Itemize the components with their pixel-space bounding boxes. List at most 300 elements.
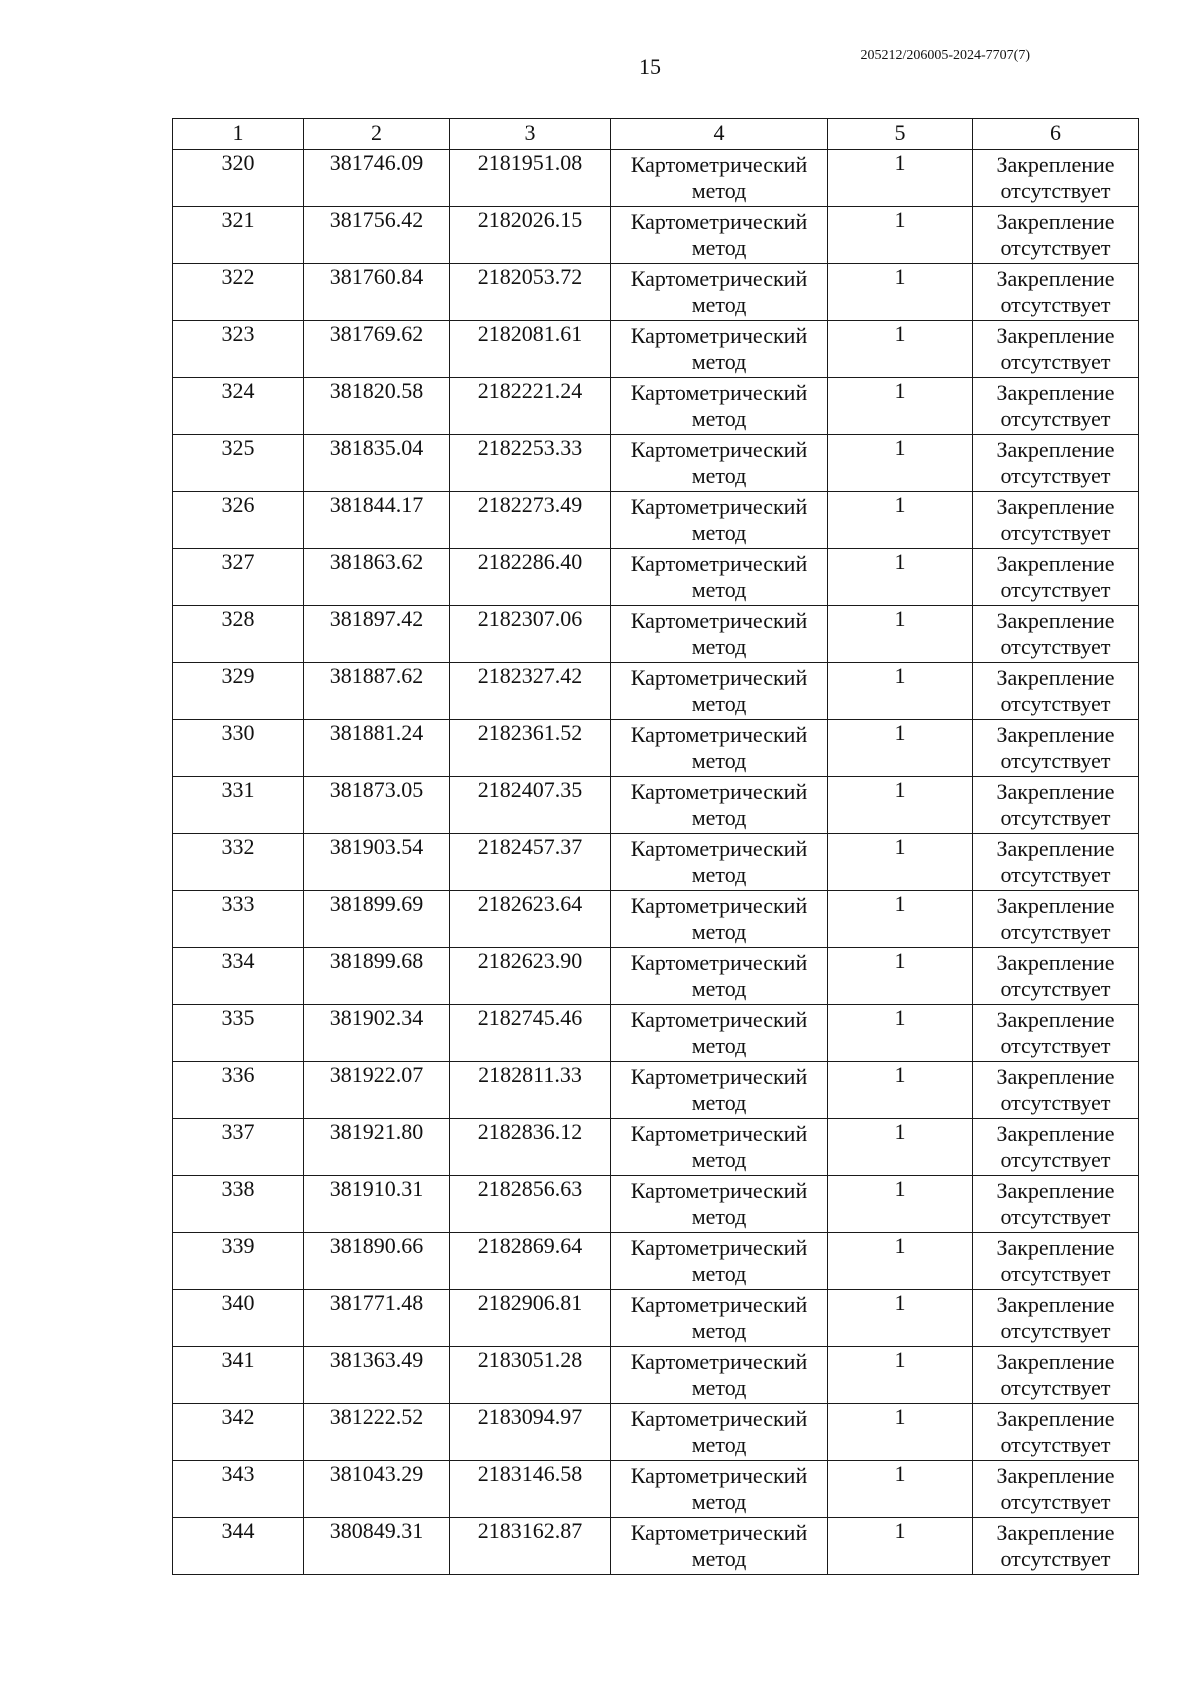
- method-cell: [611, 606, 828, 663]
- coordinate-y-cell: [450, 1233, 611, 1290]
- method-line-1: Картометрический: [630, 1178, 808, 1203]
- count-cell-value: 1: [894, 777, 906, 802]
- table-body: [173, 150, 1139, 1575]
- count-cell-value: 1: [894, 1518, 906, 1543]
- count-cell-value: 1: [894, 549, 906, 574]
- point-number-cell-value: 334: [221, 948, 255, 973]
- count-cell-value: 1: [894, 720, 906, 745]
- fixation-line-2: отсутствует: [1000, 1546, 1111, 1571]
- coordinate-x-cell: [304, 777, 450, 834]
- method-cell: [611, 264, 828, 321]
- coordinate-x-cell-value: 381899.68: [329, 948, 424, 973]
- coordinate-y-cell-value: 2182081.61: [477, 321, 583, 346]
- coordinate-y-cell-value: 2181951.08: [477, 150, 583, 175]
- fixation-line-1: Закрепление: [996, 437, 1115, 462]
- method-line-1: Картометрический: [630, 836, 808, 861]
- method-cell: [611, 1461, 828, 1518]
- method-line-2: метод: [691, 1090, 747, 1115]
- table-row: [173, 264, 1139, 321]
- table-row: [173, 606, 1139, 663]
- coordinate-x-cell-value: 381910.31: [329, 1176, 424, 1201]
- table-row: [173, 378, 1139, 435]
- coordinate-x-cell: [304, 1461, 450, 1518]
- count-cell-value: 1: [894, 207, 906, 232]
- method-cell: [611, 720, 828, 777]
- fixation-cell: [973, 1005, 1139, 1062]
- point-number-cell-value: 344: [221, 1518, 255, 1543]
- count-cell: [828, 948, 973, 1005]
- method-cell: [611, 1119, 828, 1176]
- coordinate-y-cell: [450, 720, 611, 777]
- count-cell: [828, 720, 973, 777]
- method-line-2: метод: [691, 805, 747, 830]
- coordinate-x-cell: [304, 1404, 450, 1461]
- point-number-cell: [173, 777, 304, 834]
- coordinate-y-cell-value: 2182307.06: [477, 606, 583, 631]
- coordinate-y-cell-value: 2182457.37: [477, 834, 583, 859]
- table-row: [173, 891, 1139, 948]
- method-line-1: Картометрический: [630, 1235, 808, 1260]
- fixation-cell: [973, 777, 1139, 834]
- column-header-5: 5: [828, 119, 973, 150]
- coordinate-y-cell-value: 2182286.40: [477, 549, 583, 574]
- coordinate-y-cell-value: 2182906.81: [477, 1290, 583, 1315]
- method-line-1: Картометрический: [630, 608, 808, 633]
- fixation-line-1: Закрепление: [996, 665, 1115, 690]
- table-row: [173, 321, 1139, 378]
- count-cell-value: 1: [894, 1461, 906, 1486]
- coordinate-y-cell-value: 2182053.72: [477, 264, 583, 289]
- point-number-cell: [173, 663, 304, 720]
- method-line-2: метод: [691, 1375, 747, 1400]
- method-line-1: Картометрический: [630, 1520, 808, 1545]
- coordinate-y-cell-value: 2182253.33: [477, 435, 583, 460]
- method-line-1: Картометрический: [630, 209, 808, 234]
- method-line-2: метод: [691, 748, 747, 773]
- coordinate-y-cell-value: 2182361.52: [477, 720, 583, 745]
- coordinate-y-cell: [450, 891, 611, 948]
- table-row: [173, 207, 1139, 264]
- point-number-cell: [173, 1062, 304, 1119]
- point-number-cell-value: 323: [221, 321, 255, 346]
- count-cell-value: 1: [894, 1176, 906, 1201]
- method-line-2: метод: [691, 1432, 747, 1457]
- coordinate-x-cell: [304, 321, 450, 378]
- coordinate-y-cell: [450, 1518, 611, 1575]
- coordinate-x-cell-value: 381863.62: [329, 549, 424, 574]
- method-line-2: метод: [691, 178, 747, 203]
- coordinate-x-cell: [304, 435, 450, 492]
- point-number-cell-value: 322: [221, 264, 255, 289]
- method-line-1: Картометрический: [630, 1406, 808, 1431]
- count-cell-value: 1: [894, 834, 906, 859]
- count-cell: [828, 492, 973, 549]
- method-line-2: метод: [691, 691, 747, 716]
- fixation-line-2: отсутствует: [1000, 406, 1111, 431]
- method-cell: [611, 492, 828, 549]
- fixation-line-1: Закрепление: [996, 608, 1115, 633]
- method-line-2: метод: [691, 1261, 747, 1286]
- point-number-cell: [173, 207, 304, 264]
- coordinate-y-cell-value: 2183094.97: [477, 1404, 583, 1429]
- point-number-cell-value: 342: [221, 1404, 255, 1429]
- coordinate-y-cell: [450, 321, 611, 378]
- coordinate-x-cell-value: 381835.04: [329, 435, 424, 460]
- count-cell-value: 1: [894, 150, 906, 175]
- method-cell: [611, 1518, 828, 1575]
- coordinate-x-cell-value: 381222.52: [329, 1404, 424, 1429]
- point-number-cell: [173, 720, 304, 777]
- coordinate-y-cell: [450, 435, 611, 492]
- point-number-cell-value: 331: [221, 777, 255, 802]
- coordinate-x-cell: [304, 1347, 450, 1404]
- coordinate-y-cell: [450, 1290, 611, 1347]
- method-line-2: метод: [691, 976, 747, 1001]
- point-number-cell: [173, 1119, 304, 1176]
- coordinate-x-cell: [304, 264, 450, 321]
- coordinate-y-cell-value: 2182026.15: [477, 207, 583, 232]
- fixation-line-1: Закрепление: [996, 1235, 1115, 1260]
- method-cell: [611, 1005, 828, 1062]
- coordinate-x-cell: [304, 1290, 450, 1347]
- point-number-cell: [173, 1005, 304, 1062]
- coordinate-x-cell-value: 381873.05: [329, 777, 424, 802]
- fixation-line-1: Закрепление: [996, 1121, 1115, 1146]
- point-number-cell: [173, 264, 304, 321]
- count-cell-value: 1: [894, 435, 906, 460]
- fixation-line-1: Закрепление: [996, 893, 1115, 918]
- fixation-line-2: отсутствует: [1000, 1261, 1111, 1286]
- coordinate-x-cell-value: 381756.42: [329, 207, 424, 232]
- coordinate-x-cell: [304, 1518, 450, 1575]
- count-cell: [828, 1005, 973, 1062]
- count-cell: [828, 264, 973, 321]
- method-line-2: метод: [691, 1033, 747, 1058]
- fixation-line-2: отсутствует: [1000, 178, 1111, 203]
- fixation-line-1: Закрепление: [996, 551, 1115, 576]
- method-line-2: метод: [691, 1204, 747, 1229]
- coordinate-x-cell: [304, 1062, 450, 1119]
- point-number-cell-value: 339: [221, 1233, 255, 1258]
- count-cell-value: 1: [894, 1119, 906, 1144]
- count-cell: [828, 1062, 973, 1119]
- table-header: [173, 119, 1139, 150]
- coordinate-y-cell-value: 2183051.28: [477, 1347, 583, 1372]
- method-cell: [611, 948, 828, 1005]
- count-cell: [828, 435, 973, 492]
- table-row: [173, 1404, 1139, 1461]
- fixation-line-2: отсутствует: [1000, 805, 1111, 830]
- fixation-cell: [973, 150, 1139, 207]
- point-number-cell: [173, 948, 304, 1005]
- coordinate-y-cell-value: 2182856.63: [477, 1176, 583, 1201]
- fixation-cell: [973, 720, 1139, 777]
- fixation-line-2: отсутствует: [1000, 292, 1111, 317]
- fixation-line-1: Закрепление: [996, 1178, 1115, 1203]
- column-header-2: 2: [304, 119, 450, 150]
- count-cell: [828, 1290, 973, 1347]
- coordinate-y-cell-value: 2182407.35: [477, 777, 583, 802]
- table-row: [173, 1347, 1139, 1404]
- table-row: [173, 1062, 1139, 1119]
- point-number-cell: [173, 549, 304, 606]
- count-cell: [828, 1233, 973, 1290]
- fixation-line-1: Закрепление: [996, 779, 1115, 804]
- coordinate-x-cell-value: 381760.84: [329, 264, 424, 289]
- fixation-cell: [973, 435, 1139, 492]
- coordinate-x-cell: [304, 1176, 450, 1233]
- coordinate-y-cell: [450, 606, 611, 663]
- method-line-2: метод: [691, 1318, 747, 1343]
- method-line-1: Картометрический: [630, 1007, 808, 1032]
- coordinate-x-cell-value: 381844.17: [329, 492, 424, 517]
- table-row: [173, 1005, 1139, 1062]
- method-cell: [611, 435, 828, 492]
- fixation-line-2: отсутствует: [1000, 577, 1111, 602]
- point-number-cell-value: 335: [221, 1005, 255, 1030]
- method-line-2: метод: [691, 577, 747, 602]
- fixation-line-2: отсутствует: [1000, 1033, 1111, 1058]
- fixation-cell: [973, 549, 1139, 606]
- method-line-2: метод: [691, 919, 747, 944]
- method-cell: [611, 777, 828, 834]
- fixation-line-1: Закрепление: [996, 209, 1115, 234]
- fixation-cell: [973, 948, 1139, 1005]
- table-row: [173, 549, 1139, 606]
- column-header-6: 6: [973, 119, 1139, 150]
- point-number-cell-value: 324: [221, 378, 255, 403]
- coordinate-x-cell-value: 381771.48: [329, 1290, 424, 1315]
- fixation-line-2: отсутствует: [1000, 235, 1111, 260]
- column-header-3: 3: [450, 119, 611, 150]
- coordinate-x-cell-value: 381887.62: [329, 663, 424, 688]
- table-row: [173, 1461, 1139, 1518]
- coordinate-y-cell-value: 2182745.46: [477, 1005, 583, 1030]
- coordinate-y-cell: [450, 378, 611, 435]
- coordinate-x-cell-value: 381363.49: [329, 1347, 424, 1372]
- fixation-line-2: отсутствует: [1000, 748, 1111, 773]
- method-line-2: метод: [691, 406, 747, 431]
- fixation-line-2: отсутствует: [1000, 919, 1111, 944]
- coordinate-x-cell: [304, 663, 450, 720]
- coordinate-x-cell: [304, 834, 450, 891]
- method-line-2: метод: [691, 634, 747, 659]
- fixation-cell: [973, 1176, 1139, 1233]
- point-number-cell-value: 337: [221, 1119, 255, 1144]
- point-number-cell-value: 332: [221, 834, 255, 859]
- method-line-2: метод: [691, 463, 747, 488]
- table-row: [173, 777, 1139, 834]
- method-line-1: Картометрический: [630, 893, 808, 918]
- method-cell: [611, 1233, 828, 1290]
- method-cell: [611, 1347, 828, 1404]
- fixation-line-2: отсутствует: [1000, 976, 1111, 1001]
- count-cell: [828, 663, 973, 720]
- point-number-cell: [173, 1290, 304, 1347]
- table-row: [173, 663, 1139, 720]
- coordinate-x-cell: [304, 150, 450, 207]
- coordinates-table-container: [172, 118, 1132, 1575]
- method-line-2: метод: [691, 862, 747, 887]
- coordinate-y-cell: [450, 1176, 611, 1233]
- method-cell: [611, 834, 828, 891]
- count-cell: [828, 378, 973, 435]
- count-cell-value: 1: [894, 663, 906, 688]
- coordinate-x-cell: [304, 549, 450, 606]
- fixation-line-1: Закрепление: [996, 1463, 1115, 1488]
- method-line-2: метод: [691, 1147, 747, 1172]
- fixation-line-1: Закрепление: [996, 836, 1115, 861]
- fixation-cell: [973, 1062, 1139, 1119]
- coordinate-y-cell: [450, 777, 611, 834]
- fixation-line-2: отсутствует: [1000, 1318, 1111, 1343]
- point-number-cell-value: 325: [221, 435, 255, 460]
- method-cell: [611, 378, 828, 435]
- method-line-1: Картометрический: [630, 779, 808, 804]
- method-line-1: Картометрический: [630, 1349, 808, 1374]
- point-number-cell-value: 338: [221, 1176, 255, 1201]
- fixation-line-1: Закрепление: [996, 266, 1115, 291]
- coordinate-y-cell-value: 2182869.64: [477, 1233, 583, 1258]
- point-number-cell-value: 321: [221, 207, 255, 232]
- column-header-4: 4: [611, 119, 828, 150]
- point-number-cell: [173, 1176, 304, 1233]
- fixation-cell: [973, 264, 1139, 321]
- coordinate-y-cell-value: 2183162.87: [477, 1518, 583, 1543]
- fixation-line-2: отсутствует: [1000, 634, 1111, 659]
- coordinate-x-cell-value: 381890.66: [329, 1233, 424, 1258]
- point-number-cell-value: 330: [221, 720, 255, 745]
- point-number-cell-value: 340: [221, 1290, 255, 1315]
- coordinate-x-cell: [304, 606, 450, 663]
- coordinate-y-cell: [450, 549, 611, 606]
- coordinate-y-cell: [450, 1347, 611, 1404]
- method-line-2: метод: [691, 1489, 747, 1514]
- coordinate-x-cell: [304, 378, 450, 435]
- method-cell: [611, 321, 828, 378]
- coordinate-x-cell: [304, 492, 450, 549]
- coordinate-x-cell-value: 381922.07: [329, 1062, 424, 1087]
- point-number-cell: [173, 492, 304, 549]
- coordinate-y-cell-value: 2183146.58: [477, 1461, 583, 1486]
- method-line-2: метод: [691, 1546, 747, 1571]
- fixation-cell: [973, 207, 1139, 264]
- point-number-cell: [173, 1461, 304, 1518]
- coordinate-y-cell: [450, 150, 611, 207]
- table-row: [173, 1290, 1139, 1347]
- fixation-line-2: отсутствует: [1000, 1432, 1111, 1457]
- point-number-cell: [173, 1518, 304, 1575]
- table-row: [173, 150, 1139, 207]
- coordinate-x-cell-value: 381921.80: [329, 1119, 424, 1144]
- fixation-line-1: Закрепление: [996, 152, 1115, 177]
- fixation-cell: [973, 891, 1139, 948]
- count-cell-value: 1: [894, 606, 906, 631]
- coordinate-y-cell-value: 2182836.12: [477, 1119, 583, 1144]
- method-cell: [611, 1062, 828, 1119]
- count-cell: [828, 1119, 973, 1176]
- method-line-2: метод: [691, 292, 747, 317]
- fixation-line-1: Закрепление: [996, 1349, 1115, 1374]
- coordinate-y-cell: [450, 1119, 611, 1176]
- point-number-cell-value: 336: [221, 1062, 255, 1087]
- count-cell: [828, 606, 973, 663]
- table-row: [173, 492, 1139, 549]
- fixation-line-1: Закрепление: [996, 950, 1115, 975]
- coordinate-y-cell: [450, 1062, 611, 1119]
- fixation-cell: [973, 1461, 1139, 1518]
- table-row: [173, 834, 1139, 891]
- fixation-line-1: Закрепление: [996, 380, 1115, 405]
- count-cell-value: 1: [894, 264, 906, 289]
- count-cell-value: 1: [894, 891, 906, 916]
- method-line-2: метод: [691, 520, 747, 545]
- coordinate-x-cell-value: 381899.69: [329, 891, 424, 916]
- point-number-cell-value: 341: [221, 1347, 255, 1372]
- method-cell: [611, 549, 828, 606]
- method-line-1: Картометрический: [630, 266, 808, 291]
- method-line-2: метод: [691, 235, 747, 260]
- count-cell: [828, 207, 973, 264]
- point-number-cell-value: 333: [221, 891, 255, 916]
- fixation-cell: [973, 1119, 1139, 1176]
- count-cell: [828, 150, 973, 207]
- count-cell-value: 1: [894, 321, 906, 346]
- method-cell: [611, 1404, 828, 1461]
- coordinate-y-cell-value: 2182221.24: [477, 378, 583, 403]
- fixation-line-1: Закрепление: [996, 722, 1115, 747]
- fixation-cell: [973, 1518, 1139, 1575]
- fixation-cell: [973, 1347, 1139, 1404]
- count-cell: [828, 549, 973, 606]
- coordinate-y-cell: [450, 207, 611, 264]
- coordinate-x-cell: [304, 1119, 450, 1176]
- fixation-line-2: отсутствует: [1000, 1375, 1111, 1400]
- count-cell: [828, 1518, 973, 1575]
- coordinate-x-cell-value: 381897.42: [329, 606, 424, 631]
- coordinate-x-cell-value: 381902.34: [329, 1005, 424, 1030]
- point-number-cell: [173, 1404, 304, 1461]
- fixation-line-1: Закрепление: [996, 1520, 1115, 1545]
- fixation-cell: [973, 663, 1139, 720]
- coordinate-x-cell-value: 381043.29: [329, 1461, 424, 1486]
- count-cell: [828, 1176, 973, 1233]
- fixation-cell: [973, 321, 1139, 378]
- coordinate-x-cell-value: 381769.62: [329, 321, 424, 346]
- coordinate-x-cell: [304, 1233, 450, 1290]
- method-line-1: Картометрический: [630, 950, 808, 975]
- fixation-cell: [973, 606, 1139, 663]
- count-cell: [828, 1404, 973, 1461]
- count-cell-value: 1: [894, 1233, 906, 1258]
- fixation-line-1: Закрепление: [996, 494, 1115, 519]
- method-line-1: Картометрический: [630, 1064, 808, 1089]
- count-cell-value: 1: [894, 1404, 906, 1429]
- coordinate-x-cell: [304, 1005, 450, 1062]
- count-cell-value: 1: [894, 948, 906, 973]
- method-line-1: Картометрический: [630, 1121, 808, 1146]
- fixation-line-2: отсутствует: [1000, 349, 1111, 374]
- coordinate-x-cell: [304, 948, 450, 1005]
- coordinate-y-cell: [450, 1005, 611, 1062]
- point-number-cell: [173, 435, 304, 492]
- method-line-1: Картометрический: [630, 1463, 808, 1488]
- fixation-cell: [973, 492, 1139, 549]
- method-line-1: Картометрический: [630, 380, 808, 405]
- point-number-cell: [173, 321, 304, 378]
- count-cell-value: 1: [894, 1347, 906, 1372]
- method-line-1: Картометрический: [630, 437, 808, 462]
